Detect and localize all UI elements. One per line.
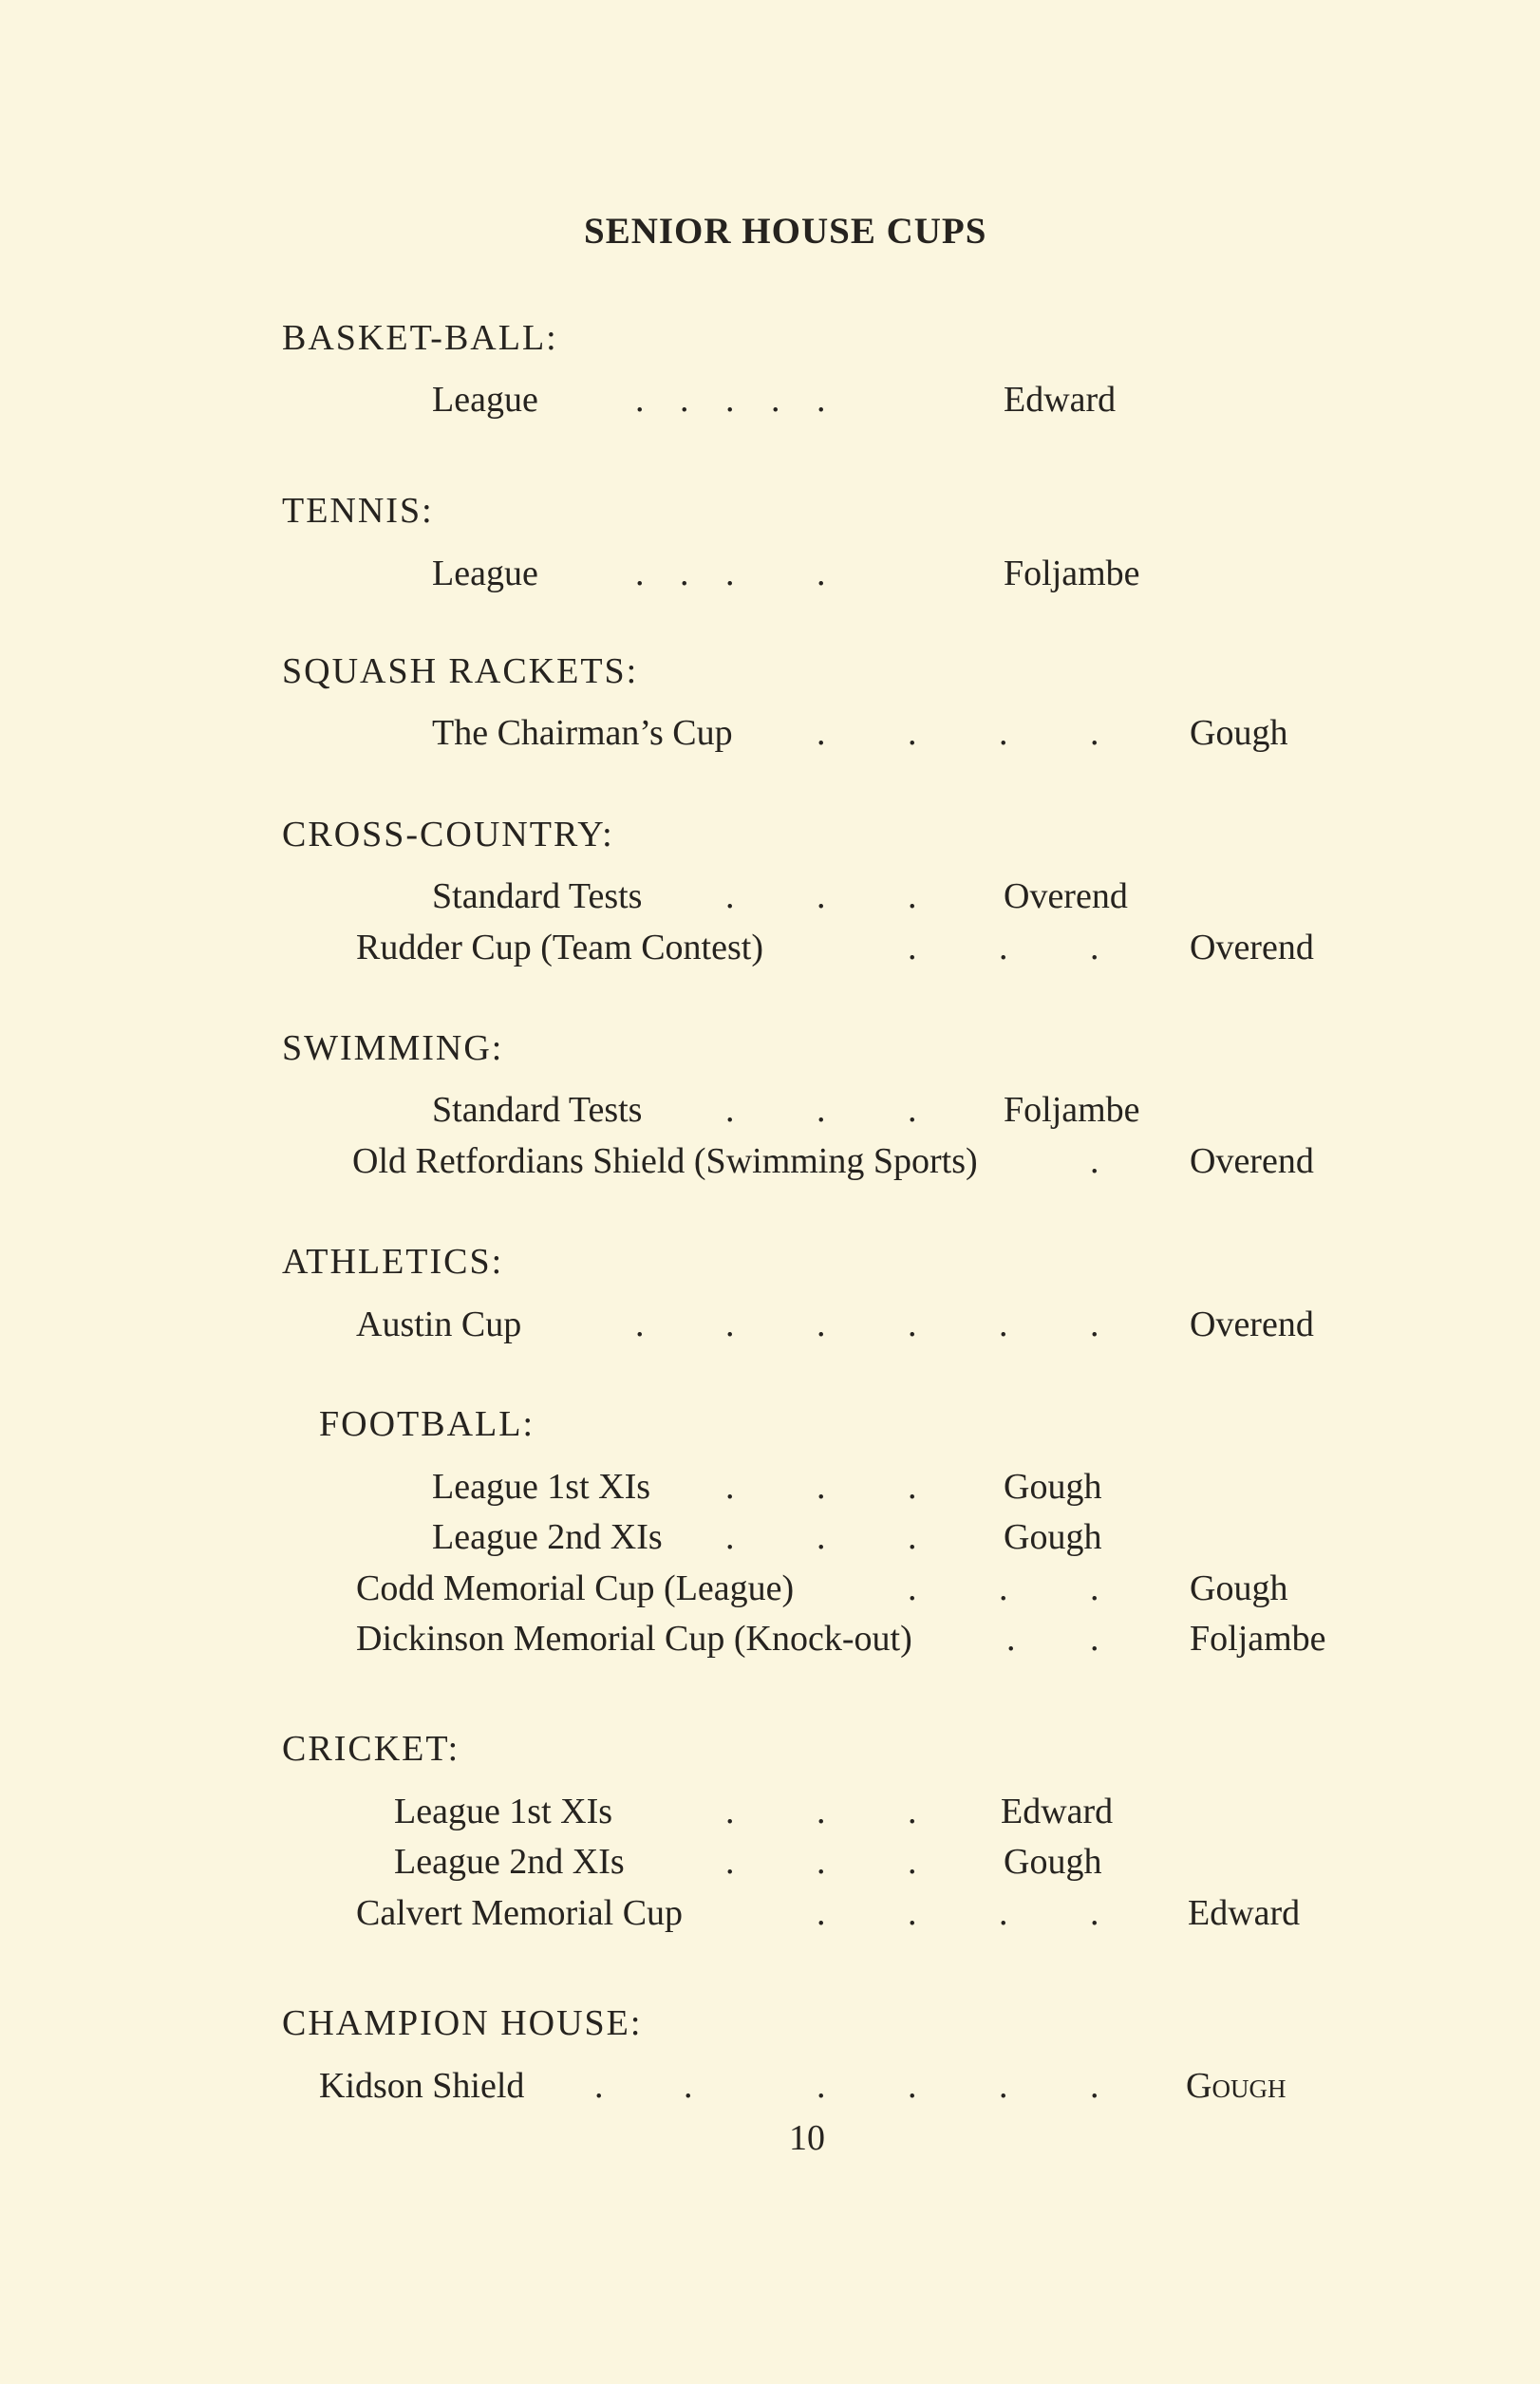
leader-dot: .: [594, 2066, 604, 2106]
leader-dot: .: [817, 554, 826, 593]
section-heading-cross-country: CROSS-COUNTRY:: [282, 815, 614, 854]
leader-dot: .: [999, 1568, 1008, 1608]
leader-dot: .: [817, 1090, 826, 1130]
winner-label: Foljambe: [1004, 1090, 1140, 1130]
leader-dot: .: [684, 2066, 693, 2106]
event-label: League: [432, 380, 538, 420]
section-heading-squash-rackets: SQUASH RACKETS:: [282, 651, 639, 691]
winner-label: Edward: [1001, 1792, 1114, 1831]
leader-dot: .: [908, 713, 917, 753]
event-label: League 2nd XIs: [432, 1517, 663, 1557]
event-label: League 2nd XIs: [394, 1842, 625, 1882]
page-title: SENIOR HOUSE CUPS: [584, 211, 987, 252]
leader-dot: .: [908, 1842, 917, 1882]
section-heading-cricket: CRICKET:: [282, 1729, 460, 1769]
section-heading-tennis: TENNIS:: [282, 491, 434, 531]
event-label: Standard Tests: [432, 1090, 643, 1130]
leader-dot: .: [908, 1568, 917, 1608]
page-number: 10: [789, 2118, 825, 2158]
leader-dot: .: [771, 380, 780, 420]
leader-dot: .: [1090, 1141, 1099, 1181]
leader-dot: .: [817, 380, 826, 420]
winner-label: Overend: [1190, 1305, 1314, 1344]
event-label: League: [432, 554, 538, 593]
winner-label: Overend: [1190, 1141, 1314, 1181]
leader-dot: .: [725, 1090, 735, 1130]
event-label: Rudder Cup (Team Contest): [356, 928, 763, 967]
leader-dot: .: [908, 1305, 917, 1344]
event-label: League 1st XIs: [394, 1792, 613, 1831]
event-label: League 1st XIs: [432, 1467, 651, 1507]
leader-dot: .: [817, 2066, 826, 2106]
leader-dot: .: [635, 554, 645, 593]
leader-dot: .: [725, 876, 735, 916]
leader-dot: .: [908, 2066, 917, 2106]
winner-label: Gough: [1004, 1467, 1102, 1507]
winner-label: Overend: [1004, 876, 1128, 916]
leader-dot: .: [725, 380, 735, 420]
leader-dot: .: [908, 876, 917, 916]
leader-dot: .: [725, 1517, 735, 1557]
leader-dot: .: [1090, 1619, 1099, 1659]
winner-label: Gough: [1190, 1568, 1288, 1608]
leader-dot: .: [817, 713, 826, 753]
leader-dot: .: [725, 1842, 735, 1882]
event-label: Dickinson Memorial Cup (Knock-out): [356, 1619, 912, 1659]
section-heading-champion-house: CHAMPION HOUSE:: [282, 2003, 643, 2043]
leader-dot: .: [908, 1893, 917, 1933]
leader-dot: .: [1090, 1305, 1099, 1344]
winner-label: Edward: [1004, 380, 1117, 420]
winner-label: Gough: [1004, 1842, 1102, 1882]
leader-dot: .: [725, 1467, 735, 1507]
event-label: Calvert Memorial Cup: [356, 1893, 684, 1933]
section-heading-basketball: BASKET-BALL:: [282, 318, 558, 358]
winner-label: Gough: [1186, 2066, 1286, 2106]
leader-dot: .: [817, 1842, 826, 1882]
leader-dot: .: [817, 1305, 826, 1344]
leader-dot: .: [635, 1305, 645, 1344]
section-heading-swimming: SWIMMING:: [282, 1028, 504, 1068]
leader-dot: .: [725, 1792, 735, 1831]
leader-dot: .: [908, 1090, 917, 1130]
leader-dot: .: [680, 380, 689, 420]
leader-dot: .: [908, 1467, 917, 1507]
leader-dot: .: [999, 1893, 1008, 1933]
leader-dot: .: [817, 1467, 826, 1507]
section-heading-athletics: ATHLETICS:: [282, 1242, 504, 1282]
leader-dot: .: [1090, 928, 1099, 967]
leader-dot: .: [817, 876, 826, 916]
winner-label: Foljambe: [1190, 1619, 1326, 1659]
event-label: Old Retfordians Shield (Swimming Sports): [352, 1141, 978, 1181]
leader-dot: .: [725, 1305, 735, 1344]
leader-dot: .: [817, 1893, 826, 1933]
leader-dot: .: [1090, 1568, 1099, 1608]
leader-dot: .: [817, 1517, 826, 1557]
leader-dot: .: [1090, 2066, 1099, 2106]
leader-dot: .: [635, 380, 645, 420]
event-label: Standard Tests: [432, 876, 643, 916]
leader-dot: .: [1090, 1893, 1099, 1933]
event-label: Austin Cup: [356, 1305, 522, 1344]
winner-label: Gough: [1190, 713, 1288, 753]
leader-dot: .: [908, 1792, 917, 1831]
winner-label: Foljambe: [1004, 554, 1140, 593]
leader-dot: .: [999, 928, 1008, 967]
winner-label: Gough: [1004, 1517, 1102, 1557]
leader-dot: .: [1006, 1619, 1016, 1659]
leader-dot: .: [999, 1305, 1008, 1344]
section-heading-football: FOOTBALL:: [319, 1404, 535, 1444]
leader-dot: .: [999, 2066, 1008, 2106]
leader-dot: .: [908, 1517, 917, 1557]
leader-dot: .: [817, 1792, 826, 1831]
event-label: The Chairman’s Cup: [432, 713, 733, 753]
leader-dot: .: [680, 554, 689, 593]
leader-dot: .: [999, 713, 1008, 753]
leader-dot: .: [908, 928, 917, 967]
winner-label: Edward: [1188, 1893, 1301, 1933]
leader-dot: .: [1090, 713, 1099, 753]
event-label: Codd Memorial Cup (League): [356, 1568, 795, 1608]
winner-label: Overend: [1190, 928, 1314, 967]
leader-dot: .: [725, 554, 735, 593]
event-label: Kidson Shield: [319, 2066, 525, 2106]
